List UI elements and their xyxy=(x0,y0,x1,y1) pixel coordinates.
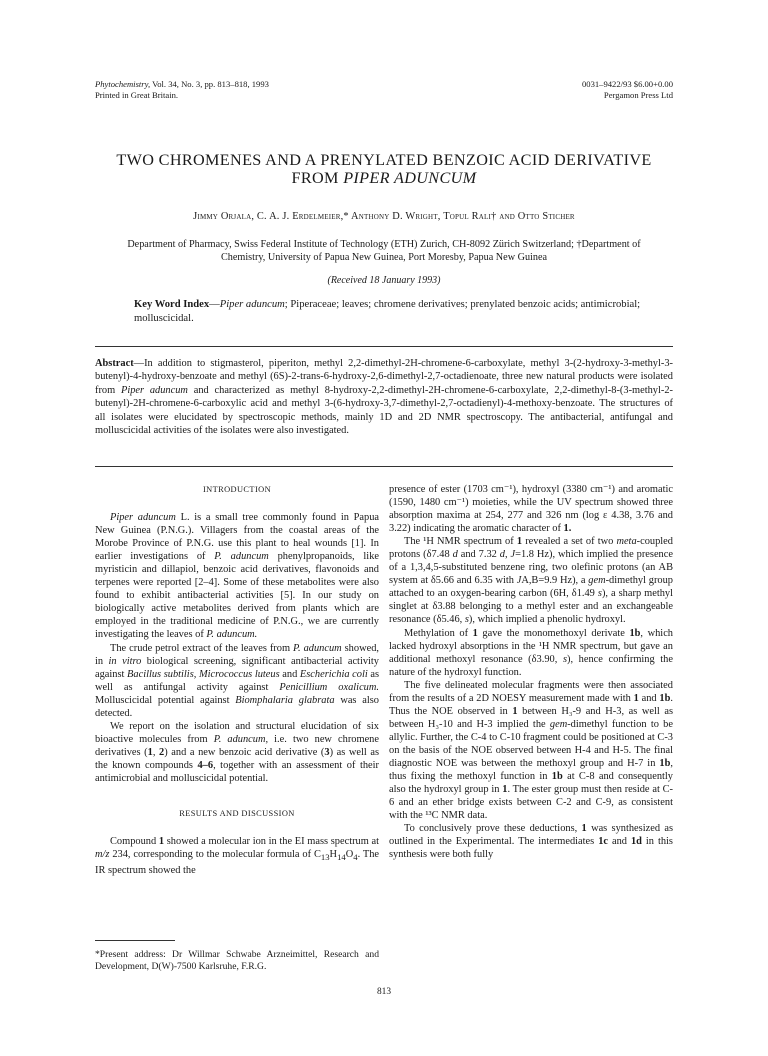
species-name: P. aduncum, xyxy=(213,733,269,745)
text-run: , xyxy=(504,549,511,561)
running-header-right xyxy=(582,79,673,101)
text-run: meta xyxy=(616,536,637,548)
text-run: and xyxy=(638,692,660,704)
abstract-top-rule xyxy=(95,346,673,347)
title-prefix: FROM xyxy=(291,169,344,187)
text-run: was also detected. xyxy=(95,694,379,719)
right-paragraph-4 xyxy=(389,679,673,823)
species-name: Bacillus subtilis, Micrococcus luteus xyxy=(127,668,280,680)
keyword-dash: — xyxy=(209,299,220,310)
abstract-label: Abstract xyxy=(95,358,134,369)
title-line-2 xyxy=(90,169,678,187)
text-run: Molluscicidal potential against xyxy=(95,694,236,706)
article-code: 0031–9422/93 $6.00+0.00 xyxy=(581,79,673,89)
text-run: A,B=9.9 Hz), a xyxy=(521,575,589,587)
text-run: -dimethyl function to be allylic. Further, the C-4 to C-10 fragment could be positioned at C-3 on the basis of the NOE observed between H-4 and H-5. The final diagnostic NOE was between the methoxyl group and H-7 in xyxy=(389,718,673,769)
running-header-left xyxy=(95,79,269,101)
right-paragraph-5 xyxy=(389,822,673,861)
text-run: gem xyxy=(549,718,568,730)
compound-number: 1 xyxy=(633,692,639,704)
text-run: , which lacked hydroxyl absorptions in the ¹H NMR spectrum, but gave an additional methoxyl resonance (δ3.90, xyxy=(389,627,673,665)
text-run: =1.8 Hz), which implied the presence of a 1,3,4,5-substituted benzene ring, two olefinic protons (an AB system at δ5.66 and 6.35 with xyxy=(389,549,673,587)
abstract-text-2: and characterized as methyl 8-hydroxy-2,2-dimethyl-2H-chromene-6-carboxylate, 2,2-dimethyl-8-(3-methyl-2-butenyl)-2H-chromene-6-carboxylic acid and methyl 3-(6-hydroxy-3,7-dimethyl-2,7-octadienyl)-4-methoxy-benzoate. The structures of all isolates were elucidated by spectroscopic methods, mainly 1D and 2D NMR spectroscopy. The antibacterial, antifungal and molluscicidal activities of the isolates were also investigated. xyxy=(95,384,674,437)
text-run: presence of ester (1703 cm⁻¹), hydroxyl (3380 cm⁻¹) and aromatic (1590, 1480 cm⁻¹) moieties, while the UV spectrum showed three absorption maxima at 254, 277 and 326 nm (log ε 4.38, 3.76 and 3.22) indicating the aromatic character of xyxy=(389,484,673,535)
text-run: m/z xyxy=(95,849,110,861)
compound-number: 1d xyxy=(630,836,642,848)
text-run: s xyxy=(562,653,567,665)
text-run: between H₃-9 and H-3, as well as between H₃-10 and H-3 implied the xyxy=(389,705,673,730)
subscript: 13 xyxy=(320,852,330,863)
abstract-species: Piper aduncum xyxy=(120,384,188,396)
text-run: Methylation of xyxy=(404,627,473,639)
species-name: Piper aduncum xyxy=(110,512,176,524)
compound-number: 1 xyxy=(502,784,508,796)
text-run: -dimethyl group attached to an oxygen-bearing carbon (6H, δ1.49 xyxy=(389,575,673,600)
text-run: -coupled protons (δ7.48 xyxy=(389,536,673,561)
text-run: 234, corresponding to the molecular formula of C xyxy=(109,849,321,861)
text-run: The crude petrol extract of the leaves from xyxy=(110,642,293,654)
results-paragraph-1 xyxy=(95,835,379,877)
text-run: L. is a small tree commonly found in Papua New Guinea (P.N.G.). Villagers from the coastal areas of the Morobe Province of P.N.G. use this plant to heal wounds [1]. In earlier investigations of xyxy=(95,512,379,563)
text-run: showed, in xyxy=(95,642,379,667)
compound-number: 1 xyxy=(512,705,518,717)
compound-number: 1b xyxy=(659,757,671,769)
compound-number: 1. xyxy=(563,523,572,535)
text-run: J xyxy=(510,549,516,561)
abstract-bottom-rule xyxy=(95,466,673,467)
text-run: . Thus the NOE observed in xyxy=(389,692,673,717)
text-run: To conclusively prove these deductions, xyxy=(404,823,582,835)
publisher: Pergamon Press Ltd xyxy=(603,90,673,100)
text-run: showed a molecular ion in the EI mass spectrum at xyxy=(164,836,379,848)
text-run: revealed a set of two xyxy=(522,536,617,548)
journal-name: Phytochemistry, xyxy=(95,79,151,89)
species-name: Escherichia coli xyxy=(299,668,368,680)
page-number: 813 xyxy=(376,987,392,997)
text-run: ), hence confirming the nature of the hydroxyl function. xyxy=(389,653,673,678)
text-run: in vitro xyxy=(108,655,142,667)
abstract xyxy=(95,357,673,438)
text-run: as well as antifungal activity against xyxy=(95,668,379,693)
compound-number: 4–6 xyxy=(197,759,214,771)
text-run: gave the monomethoxyl derivate xyxy=(477,627,630,639)
keyword-index xyxy=(134,298,674,325)
text-run: The five delineated molecular fragments were then associated from the results of a 2D NOESY measurement made with xyxy=(389,679,673,704)
author-list: Jimmy Orjala, C. A. J. Erdelmeier,* Anthony D. Wright, Topul Rali† and Otto Sticher xyxy=(193,211,575,222)
footnote: *Present address: Dr Willmar Schwabe Arzneimittel, Research and Development, D(W)-7500 Karlsruhe, F.R.G. xyxy=(95,949,379,972)
text-run: H xyxy=(329,849,338,861)
subscript: 14 xyxy=(337,852,346,863)
text-run: J xyxy=(516,575,522,587)
title-line-1: TWO CHROMENES AND A PRENYLATED BENZOIC ACID DERIVATIVE xyxy=(116,151,652,169)
text-run: Compound xyxy=(110,836,159,848)
text-run: and xyxy=(279,668,300,680)
abstract-text-1: —In addition to stigmasterol, piperiton, methyl 2,2-dimethyl-2H-chromene-6-carboxylate, methyl 3-(2-hydroxy-3-methyl-3-butenyl)-4-hydroxy-benzoate and methyl (6S)-2-trans-6-hydroxy-2,6-dimethyl-2,7-octadienoate, three new natural products were isolated from xyxy=(95,358,673,396)
compound-number: 2 xyxy=(159,746,165,758)
text-run: gem xyxy=(588,575,606,587)
text-run: , together with an assessment of their antimicrobial and molluscicidal potential. xyxy=(95,759,379,784)
compound-number: 1b xyxy=(551,771,563,783)
text-run: s xyxy=(464,614,469,626)
text-run: s xyxy=(597,588,602,600)
right-paragraph-3 xyxy=(389,627,673,679)
article-title xyxy=(90,151,678,187)
keyword-label: Key Word Index xyxy=(134,299,210,310)
text-run: ) as well as the known compounds xyxy=(95,746,379,771)
compound-number: 1b xyxy=(629,627,641,639)
compound-number: 1 xyxy=(581,823,587,835)
compound-number: 1 xyxy=(158,836,165,848)
text-run: i.e. two new chromene derivatives ( xyxy=(95,733,379,758)
introduction-heading: INTRODUCTION xyxy=(202,485,272,494)
compound-number: 1b xyxy=(659,692,671,704)
compound-number: 1c xyxy=(598,836,608,848)
text-run: biological screening, significant antibacterial activity against xyxy=(95,655,379,680)
printed-in: Printed in Great Britain. xyxy=(95,90,179,100)
text-run: , thus fixing the methoxyl function in xyxy=(389,757,673,783)
subscript: 4 xyxy=(353,852,358,863)
keyword-terms: ; Piperaceae; leaves; chromene derivatives; prenylated benzoic acids; antimicrobial; molluscicidal. xyxy=(134,299,641,324)
text-run: was synthesized as outlined in the Experimental. The intermediates xyxy=(389,823,673,848)
species-name: Penicillium oxalicum. xyxy=(279,681,379,693)
text-run: at C-8 and consequently also the hydroxyl group in xyxy=(389,771,673,796)
compound-number: 3 xyxy=(324,746,330,758)
text-run: d xyxy=(452,549,458,561)
text-run: ), a sharp methyl singlet at δ3.88 belonging to a methyl ester and an exchangeable resonance (δ5.46, xyxy=(389,588,674,626)
right-paragraph-2 xyxy=(389,535,673,626)
species-name: P. aduncum. xyxy=(206,629,258,641)
species-name: P. aduncum xyxy=(214,551,269,563)
affiliation-line-1: Department of Pharmacy, Swiss Federal Institute of Technology (ETH) Zurich, CH-8092 Zürich Switzerland; †Department of xyxy=(127,239,641,250)
right-paragraph-1 xyxy=(389,483,673,535)
text-run: ), which implied a phenolic hydroxyl. xyxy=(468,614,626,626)
text-run: O xyxy=(345,849,354,861)
footnote-rule xyxy=(95,940,175,941)
text-run: , xyxy=(152,746,160,758)
affiliation-line-2: Chemistry, University of Papua New Guinea, Port Moresby, Papua New Guinea xyxy=(220,252,548,263)
intro-paragraph-3 xyxy=(95,720,379,785)
compound-number: 1 xyxy=(516,536,523,548)
text-run: and xyxy=(608,836,631,848)
text-run: in this synthesis were both fully xyxy=(389,836,673,861)
keyword-species: Piper aduncum xyxy=(219,299,285,310)
text-run: . The ester group must then reside at C-6 and an ether bridge exists between C-2 and C-9, as consistent with the ¹³C NMR data. xyxy=(389,784,674,822)
right-column xyxy=(389,483,673,861)
intro-paragraph-1 xyxy=(95,511,379,641)
journal-citation: Vol. 34, No. 3, pp. 813–818, 1993 xyxy=(150,79,269,89)
left-column xyxy=(95,483,379,877)
received-date: (Received 18 January 1993) xyxy=(327,275,441,286)
text-run: We report on the isolation and structural elucidation of six bioactive molecules from xyxy=(95,720,379,745)
intro-paragraph-2 xyxy=(95,642,379,720)
text-run: . The IR spectrum showed the xyxy=(95,849,380,877)
text-run: and 7.32 xyxy=(457,549,500,561)
text-run: phenylpropanoids, like myristicin and dillapiol, benzoic acid derivatives, flavonoids and terpenes were reported [2–4]. Some of these metabolites were also found to exhibit antibacterial activities [5]. In our study on biologically active metabolites derived from plants which are employed in the traditional medicine of P.N.G., we are currently investigating the leaves of xyxy=(95,551,379,641)
compound-number: 1 xyxy=(147,746,153,758)
text-run: ) and a new benzoic acid derivative ( xyxy=(164,746,325,758)
affiliations xyxy=(95,238,673,264)
text-run: The ¹H NMR spectrum of xyxy=(404,536,517,548)
text-run: d xyxy=(499,549,505,561)
results-heading: RESULTS AND DISCUSSION xyxy=(179,809,295,819)
compound-number: 1 xyxy=(472,627,478,639)
title-species: PIPER ADUNCUM xyxy=(343,169,477,187)
species-name: Biomphalaria glabrata xyxy=(235,694,335,706)
species-name: P. aduncum xyxy=(293,642,342,654)
